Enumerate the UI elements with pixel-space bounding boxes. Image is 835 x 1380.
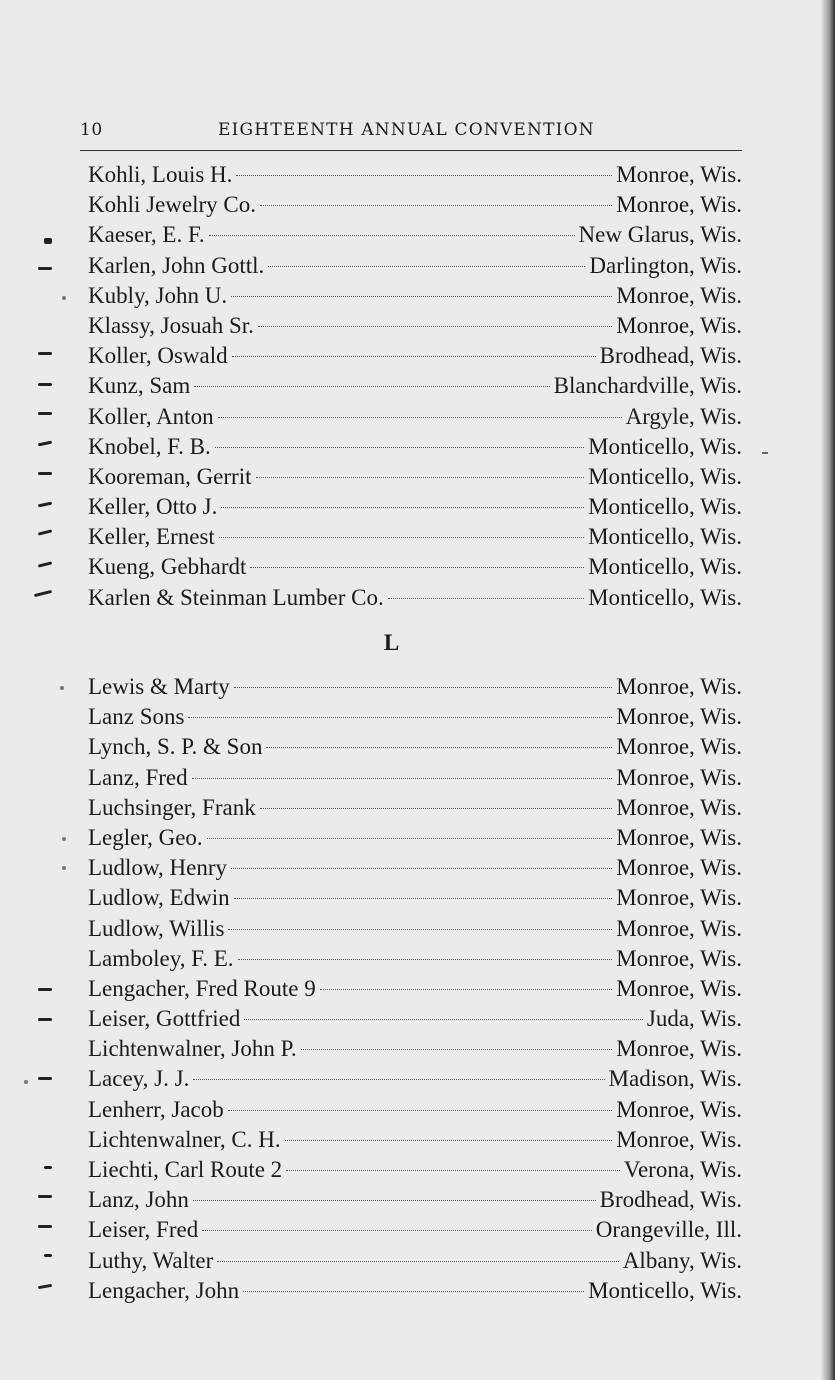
section-letter-heading: L bbox=[383, 630, 400, 655]
member-name: Kunz, Sam bbox=[88, 373, 191, 399]
list-item bbox=[88, 251, 742, 281]
member-location: Monroe, Wis. bbox=[616, 855, 742, 881]
list-item bbox=[88, 583, 742, 613]
dot-leader bbox=[228, 1110, 612, 1111]
margin-tick-mark bbox=[38, 1195, 52, 1198]
member-location: Monroe, Wis. bbox=[616, 674, 742, 699]
list-item bbox=[88, 823, 742, 853]
list-item bbox=[88, 793, 742, 823]
margin-tick-mark bbox=[44, 238, 52, 244]
dot-leader bbox=[231, 868, 612, 869]
section-k-list bbox=[88, 160, 742, 613]
member-name: Keller, Ernest bbox=[88, 524, 215, 550]
member-location: Albany, Wis. bbox=[622, 1247, 742, 1273]
dot-leader bbox=[238, 959, 613, 960]
member-location: Argyle, Wis. bbox=[625, 403, 742, 429]
list-item bbox=[88, 1095, 742, 1125]
member-location: Brodhead, Wis. bbox=[599, 343, 742, 369]
member-location: Monroe, Wis. bbox=[616, 794, 742, 820]
margin-tick-mark bbox=[38, 529, 52, 535]
member-location: Madison, Wis. bbox=[608, 1066, 742, 1092]
margin-tick-mark bbox=[38, 267, 52, 270]
member-name: Kubly, John U. bbox=[88, 282, 228, 308]
member-name: Liechti, Carl Route 2 bbox=[88, 1157, 283, 1182]
member-location: Monticello, Wis. bbox=[588, 584, 742, 610]
list-item bbox=[88, 883, 742, 913]
margin-tick-mark bbox=[38, 1225, 52, 1228]
member-location: Monroe, Wis. bbox=[616, 704, 742, 730]
member-name: Knobel, F. B. bbox=[88, 433, 211, 459]
member-location: Monroe, Wis. bbox=[616, 1096, 742, 1122]
member-location: Monticello, Wis. bbox=[588, 554, 742, 580]
list-item bbox=[88, 1004, 742, 1034]
dot-leader bbox=[218, 417, 622, 418]
member-name: Luchsinger, Frank bbox=[88, 794, 256, 820]
dot-leader bbox=[193, 1079, 604, 1080]
dot-leader bbox=[202, 1230, 592, 1231]
dot-leader bbox=[234, 898, 613, 899]
member-name: Lanz, John bbox=[88, 1187, 189, 1213]
page-header bbox=[80, 118, 742, 148]
running-head: EIGHTEENTH ANNUAL CONVENTION bbox=[218, 120, 595, 140]
member-name: Kooreman, Gerrit bbox=[88, 463, 252, 489]
dot-leader bbox=[215, 447, 584, 448]
dot-leader bbox=[188, 717, 612, 718]
dot-leader bbox=[234, 687, 612, 688]
section-l-list bbox=[88, 672, 742, 1306]
list-item bbox=[88, 160, 742, 190]
list-item bbox=[88, 311, 742, 341]
member-location: Juda, Wis. bbox=[646, 1006, 742, 1032]
margin-tick-mark bbox=[62, 837, 66, 841]
dot-leader bbox=[217, 1261, 619, 1262]
dot-leader bbox=[285, 1140, 613, 1141]
member-name: Lanz Sons bbox=[88, 704, 185, 730]
dot-leader bbox=[209, 235, 575, 236]
member-name: Ludlow, Willis bbox=[88, 915, 225, 941]
member-location: Darlington, Wis. bbox=[589, 252, 742, 278]
dot-leader bbox=[388, 598, 584, 599]
margin-tick-mark bbox=[38, 502, 52, 508]
list-item bbox=[88, 552, 742, 582]
margin-tick-mark bbox=[38, 1077, 52, 1080]
list-item bbox=[88, 672, 742, 702]
member-location: Brodhead, Wis. bbox=[599, 1187, 742, 1213]
margin-tick-mark bbox=[38, 1284, 52, 1289]
margin-tick-mark bbox=[38, 988, 52, 991]
list-item bbox=[88, 944, 742, 974]
dot-leader bbox=[236, 175, 612, 176]
member-location: Monroe, Wis. bbox=[616, 915, 742, 941]
member-location: Monroe, Wis. bbox=[616, 1126, 742, 1152]
list-item bbox=[88, 522, 742, 552]
member-location: Orangeville, Ill. bbox=[595, 1217, 742, 1243]
header-rule bbox=[80, 150, 742, 151]
dot-leader bbox=[221, 507, 584, 508]
margin-tick-mark bbox=[38, 412, 52, 415]
page-edge-shadow bbox=[821, 0, 835, 1380]
dot-leader bbox=[260, 205, 612, 206]
list-item bbox=[88, 462, 742, 492]
dot-leader bbox=[320, 989, 612, 990]
member-location: Monticello, Wis. bbox=[588, 524, 742, 550]
member-name: Karlen, John Gottl. bbox=[88, 252, 265, 278]
member-location: Monroe, Wis. bbox=[616, 945, 742, 971]
member-location: Monticello, Wis. bbox=[588, 433, 742, 459]
dot-leader bbox=[232, 356, 596, 357]
page-number: 10 bbox=[80, 120, 103, 140]
member-location: Monroe, Wis. bbox=[616, 162, 742, 187]
margin-tick-mark bbox=[44, 1254, 52, 1257]
list-item bbox=[88, 914, 742, 944]
member-name: Lichtenwalner, C. H. bbox=[88, 1126, 281, 1152]
member-name: Kohli, Louis H. bbox=[88, 162, 233, 187]
member-name: Kueng, Gebhardt bbox=[88, 554, 247, 580]
member-name: Keller, Otto J. bbox=[88, 494, 218, 520]
member-name: Ludlow, Edwin bbox=[88, 885, 230, 911]
member-location: Monroe, Wis. bbox=[616, 734, 742, 760]
member-name: Lenherr, Jacob bbox=[88, 1096, 224, 1122]
member-location: Monroe, Wis. bbox=[616, 1036, 742, 1062]
member-name: Koller, Anton bbox=[88, 403, 214, 429]
dot-leader bbox=[268, 266, 585, 267]
margin-tick-mark bbox=[62, 866, 66, 870]
member-location: Monticello, Wis. bbox=[588, 1277, 742, 1303]
member-name: Kohli Jewelry Co. bbox=[88, 192, 257, 218]
member-location: New Glarus, Wis. bbox=[578, 222, 742, 248]
list-item bbox=[88, 1246, 742, 1276]
margin-tick-mark bbox=[38, 1018, 52, 1021]
margin-tick-mark bbox=[38, 383, 52, 386]
dot-leader bbox=[244, 1019, 643, 1020]
stray-pencil-mark bbox=[762, 452, 768, 454]
dot-leader bbox=[250, 567, 584, 568]
member-location: Monroe, Wis. bbox=[616, 885, 742, 911]
member-location: Monroe, Wis. bbox=[616, 764, 742, 790]
member-name: Kaeser, E. F. bbox=[88, 222, 205, 248]
list-item bbox=[88, 281, 742, 311]
margin-tick-mark bbox=[38, 352, 52, 355]
member-location: Monroe, Wis. bbox=[616, 282, 742, 308]
list-item bbox=[88, 763, 742, 793]
dot-leader bbox=[193, 1200, 596, 1201]
list-item bbox=[88, 1125, 742, 1155]
margin-tick-mark bbox=[38, 561, 52, 567]
dot-leader bbox=[256, 477, 585, 478]
member-name: Koller, Oswald bbox=[88, 343, 228, 369]
margin-tick-mark bbox=[34, 590, 52, 597]
dot-leader bbox=[207, 838, 613, 839]
list-item bbox=[88, 371, 742, 401]
member-name: Karlen & Steinman Lumber Co. bbox=[88, 584, 384, 610]
list-item bbox=[88, 402, 742, 432]
list-item bbox=[88, 1064, 742, 1094]
member-name: Klassy, Josuah Sr. bbox=[88, 312, 254, 338]
member-name: Legler, Geo. bbox=[88, 824, 203, 850]
list-item bbox=[88, 432, 742, 462]
member-location: Monroe, Wis. bbox=[616, 312, 742, 338]
member-location: Monroe, Wis. bbox=[616, 824, 742, 850]
member-name: Ludlow, Henry bbox=[88, 855, 228, 881]
dot-leader bbox=[266, 747, 612, 748]
margin-tick-mark bbox=[62, 296, 66, 300]
dot-leader bbox=[194, 386, 549, 387]
list-item bbox=[88, 341, 742, 371]
member-location: Monticello, Wis. bbox=[588, 463, 742, 489]
member-name: Lengacher, John bbox=[88, 1277, 240, 1303]
list-item bbox=[88, 1155, 742, 1185]
dot-leader bbox=[228, 929, 612, 930]
member-name: Leiser, Fred bbox=[88, 1217, 199, 1243]
dot-leader bbox=[258, 326, 612, 327]
list-item bbox=[88, 974, 742, 1004]
list-item bbox=[88, 1185, 742, 1215]
member-location: Monroe, Wis. bbox=[616, 975, 742, 1001]
member-name: Lanz, Fred bbox=[88, 764, 188, 790]
margin-tick-mark bbox=[44, 1166, 52, 1169]
member-name: Lewis & Marty bbox=[88, 674, 230, 699]
member-name: Lichtenwalner, John P. bbox=[88, 1036, 297, 1062]
member-location: Monroe, Wis. bbox=[616, 192, 742, 218]
dot-leader bbox=[260, 808, 613, 809]
list-item bbox=[88, 190, 742, 220]
list-item bbox=[88, 492, 742, 522]
dot-leader bbox=[243, 1291, 584, 1292]
member-location: Blanchardville, Wis. bbox=[553, 373, 742, 399]
list-item bbox=[88, 1276, 742, 1306]
margin-tick-mark bbox=[38, 472, 52, 475]
list-item bbox=[88, 220, 742, 250]
list-item bbox=[88, 732, 742, 762]
list-item bbox=[88, 1034, 742, 1064]
list-item bbox=[88, 702, 742, 732]
member-name: Lynch, S. P. & Son bbox=[88, 734, 263, 760]
dot-leader bbox=[286, 1170, 620, 1171]
member-location: Verona, Wis. bbox=[623, 1157, 742, 1182]
member-name: Lacey, J. J. bbox=[88, 1066, 190, 1092]
margin-tick-mark bbox=[60, 686, 64, 690]
member-name: Lamboley, F. E. bbox=[88, 945, 234, 971]
list-item bbox=[88, 1215, 742, 1245]
dot-leader bbox=[301, 1049, 613, 1050]
member-location: Monticello, Wis. bbox=[588, 494, 742, 520]
member-name: Luthy, Walter bbox=[88, 1247, 214, 1273]
list-item bbox=[88, 853, 742, 883]
member-name: Lengacher, Fred Route 9 bbox=[88, 975, 316, 1001]
member-name: Leiser, Gottfried bbox=[88, 1006, 241, 1032]
dot-leader bbox=[192, 778, 613, 779]
margin-tick-mark bbox=[38, 441, 52, 447]
dot-leader bbox=[219, 537, 584, 538]
dot-leader bbox=[231, 296, 612, 297]
margin-tick-mark bbox=[24, 1080, 28, 1084]
